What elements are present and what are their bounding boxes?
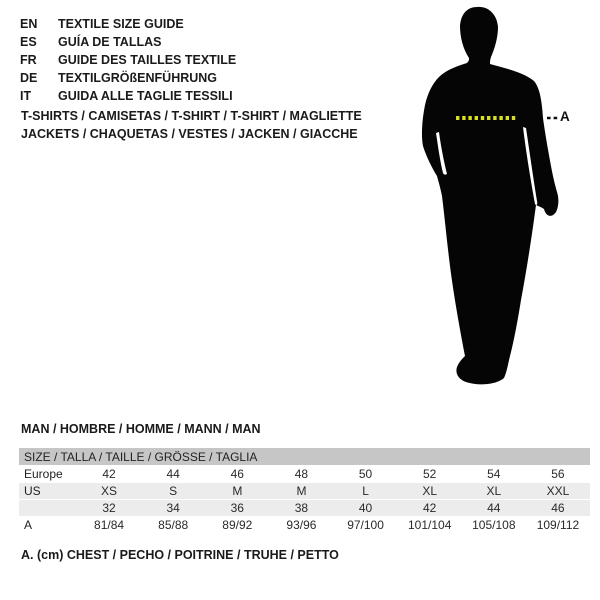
table-cell: 89/92: [222, 517, 253, 532]
table-cell: 93/96: [286, 517, 317, 532]
table-cell: 109/112: [536, 517, 580, 532]
table-cell: 42: [423, 501, 437, 515]
table-cell: 85/88: [158, 517, 189, 532]
language-label: GUÍA DE TALLAS: [58, 35, 162, 49]
table-row-alt: [19, 499, 590, 516]
table-row-europe: [19, 465, 590, 482]
size-table-header: SIZE / TALLA / TAILLE / GRÖSSE / TAGLIA: [19, 448, 590, 465]
language-row: [20, 33, 236, 51]
table-cell: 40: [358, 501, 373, 515]
language-code: IT: [20, 89, 32, 103]
category-line: T-SHIRTS / CAMISETAS / T-SHIRT / T-SHIRT / MAGLIETTE: [21, 109, 362, 123]
table-cell: S: [169, 484, 178, 498]
language-code: DE: [20, 71, 38, 85]
language-code: ES: [20, 35, 37, 49]
row-label: US: [24, 484, 41, 498]
table-cell: 52: [423, 466, 437, 481]
table-cell: M: [296, 484, 307, 498]
category-list: [21, 107, 362, 143]
table-cell: XL: [486, 484, 502, 498]
man-silhouette: [390, 0, 600, 400]
language-row: [20, 69, 236, 87]
table-cell: 54: [487, 466, 501, 481]
row-label: A: [24, 517, 33, 532]
language-row: [20, 15, 236, 33]
silhouette-figure: [422, 7, 558, 384]
table-cell: 46: [551, 501, 565, 515]
table-cell: 81/84: [94, 517, 125, 532]
table-cell: 56: [551, 466, 565, 481]
language-label: TEXTILGRÖßENFÜHRUNG: [58, 71, 218, 85]
table-cell: 32: [102, 501, 116, 515]
measurement-footnote: A. (cm) CHEST / PECHO / POITRINE / TRUHE / PETTO: [21, 548, 339, 562]
language-code: EN: [20, 17, 38, 31]
table-row-a: [19, 516, 590, 533]
man-silhouette-svg: [390, 0, 600, 400]
table-cell: L: [362, 484, 369, 498]
row-label: Europe: [24, 466, 63, 481]
table-cell: 44: [487, 501, 501, 515]
table-cell: 38: [294, 501, 309, 515]
table-cell: 50: [358, 466, 373, 481]
section-title-man: MAN / HOMBRE / HOMME / MANN / MAN: [21, 422, 261, 436]
table-cell: M: [232, 484, 243, 498]
table-cell: 42: [102, 466, 116, 481]
language-row: [20, 51, 236, 69]
table-cell: XL: [422, 484, 438, 498]
table-row-us: [19, 482, 590, 499]
table-cell: XS: [101, 484, 118, 498]
category-line: JACKETS / CHAQUETAS / VESTES / JACKEN / GIACCHE: [21, 127, 358, 141]
table-cell: 46: [230, 466, 244, 481]
language-code: FR: [20, 53, 37, 67]
language-label: TEXTILE SIZE GUIDE: [58, 17, 184, 31]
table-cell: 48: [294, 466, 309, 481]
language-list: [20, 15, 236, 105]
table-cell: 44: [166, 466, 180, 481]
table-cell: 105/108: [472, 517, 516, 532]
language-row: [20, 87, 236, 105]
language-label: GUIDA ALLE TAGLIE TESSILI: [58, 89, 233, 103]
language-label: GUIDE DES TAILLES TEXTILE: [58, 53, 237, 67]
table-cell: 101/104: [407, 517, 452, 532]
table-cell: 97/100: [347, 517, 384, 532]
size-table: [19, 448, 590, 533]
table-cell: 34: [166, 501, 180, 515]
table-cell: XXL: [546, 484, 570, 498]
measure-label-a: A: [560, 109, 570, 124]
table-cell: 36: [230, 501, 244, 515]
